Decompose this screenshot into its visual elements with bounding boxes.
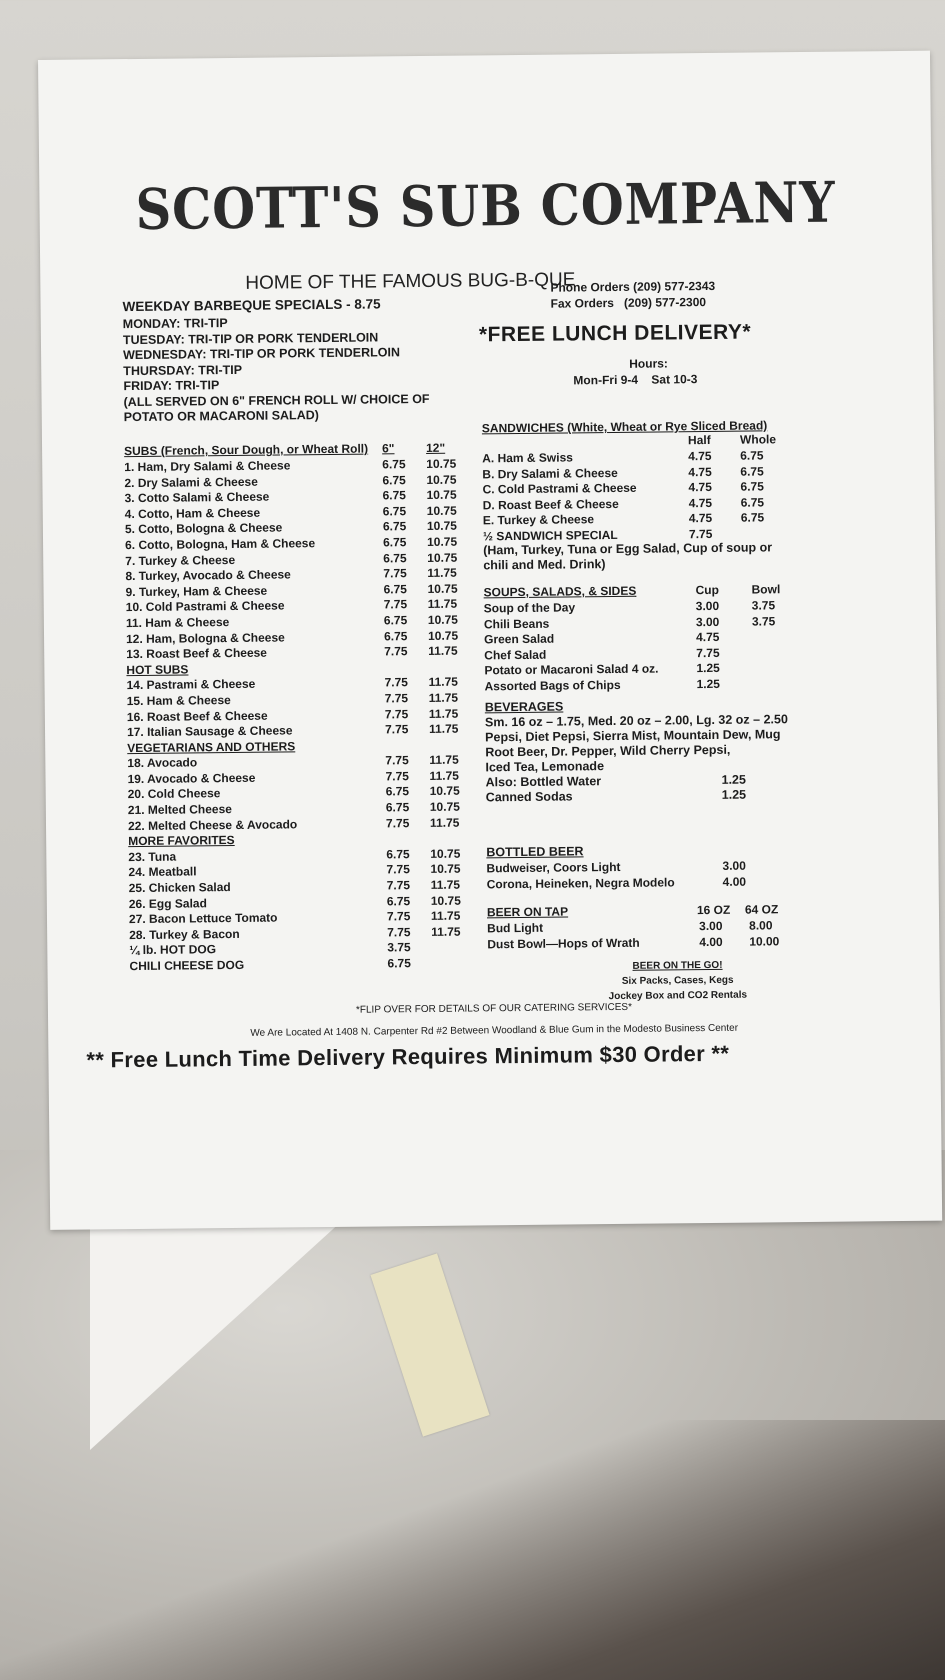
price-large: 10.75 bbox=[430, 893, 461, 908]
price-large: 10.75 bbox=[426, 487, 457, 503]
item-name: 7. Turkey & Cheese bbox=[125, 552, 236, 568]
special-day: WEDNESDAY: TRI-TIP OR PORK TENDERLOIN bbox=[123, 345, 401, 363]
price-small: 6.75 bbox=[382, 535, 407, 550]
item-name: 8. Turkey, Avocado & Cheese bbox=[125, 567, 291, 584]
menu-row bbox=[485, 676, 845, 695]
price-large: 6.75 bbox=[740, 448, 764, 463]
price-large: 10.75 bbox=[429, 799, 460, 814]
price-small: 6.75 bbox=[387, 956, 411, 971]
item-name: C. Cold Pastrami & Cheese bbox=[482, 480, 637, 497]
beer-name: Budweiser, Coors Light bbox=[486, 859, 621, 876]
price-small: 6.75 bbox=[382, 519, 407, 534]
price-small: 6.75 bbox=[385, 800, 410, 815]
item-name: 26. Egg Salad bbox=[128, 895, 207, 911]
price-large: 11.75 bbox=[427, 565, 457, 581]
bottled-water-price: 1.25 bbox=[721, 772, 746, 787]
price-small: 4.75 bbox=[688, 495, 713, 510]
price-small: 7.75 bbox=[386, 862, 410, 877]
price-large: 8.00 bbox=[749, 918, 773, 933]
item-name: Chef Salad bbox=[484, 647, 547, 663]
subs-list bbox=[124, 456, 499, 974]
item-name: 18. Avocado bbox=[127, 755, 198, 771]
price-small: 7.75 bbox=[387, 924, 411, 940]
soups-list bbox=[484, 598, 845, 695]
price-small: 1.25 bbox=[696, 661, 720, 676]
price-large: 11.75 bbox=[431, 924, 461, 939]
item-name: 10. Cold Pastrami & Cheese bbox=[125, 598, 285, 615]
sandwiches-col-half: Half bbox=[687, 432, 711, 448]
price-large: 6.75 bbox=[740, 495, 765, 510]
beer-name: Corona, Heineken, Negra Modelo bbox=[486, 874, 675, 891]
beverages-header: BEVERAGES bbox=[484, 699, 564, 715]
item-name: 2. Dry Salami & Cheese bbox=[124, 474, 258, 490]
item-name: 15. Ham & Cheese bbox=[126, 692, 231, 709]
price-large: 6.75 bbox=[740, 464, 764, 479]
price-large: 10.75 bbox=[427, 550, 458, 565]
item-name: Dust Bowl—Hops of Wrath bbox=[487, 935, 640, 951]
price-large: 10.75 bbox=[426, 519, 458, 534]
item-name: 24. Meatball bbox=[128, 864, 197, 880]
price-large: 10.75 bbox=[426, 503, 457, 518]
price-large: 6.75 bbox=[740, 479, 764, 494]
item-name: 11. Ham & Cheese bbox=[125, 614, 230, 631]
item-name: 27. Bacon Lettuce Tomato bbox=[128, 910, 278, 927]
item-name: 25. Chicken Salad bbox=[128, 880, 231, 896]
sandwich-special-note-2: chili and Med. Drink) bbox=[483, 557, 606, 573]
item-name: CHILI CHEESE DOG bbox=[129, 957, 245, 974]
price-small: 4.75 bbox=[688, 464, 712, 479]
price-small: 3.75 bbox=[387, 940, 411, 955]
item-name: 23. Tuna bbox=[128, 849, 177, 864]
subs-col-12: 12" bbox=[426, 440, 446, 455]
item-name: 3. Cotto Salami & Cheese bbox=[124, 489, 270, 506]
bottled-beer-header: BOTTLED BEER bbox=[486, 844, 584, 860]
beverages-line-3: Root Beer, Dr. Pepper, Wild Cherry Pepsi, bbox=[485, 742, 731, 760]
hours-value: Mon-Fri 9-4 Sat 10-3 bbox=[573, 372, 698, 388]
price-large: 10.75 bbox=[427, 628, 459, 643]
subs-col-6: 6" bbox=[382, 441, 395, 456]
price-large: 10.75 bbox=[429, 784, 460, 799]
item-name: 12. Ham, Bologna & Cheese bbox=[125, 629, 285, 646]
catering-note: *FLIP OVER FOR DETAILS OF OUR CATERING SERVICES* bbox=[355, 1001, 632, 1016]
price-small: 6.75 bbox=[382, 503, 407, 519]
price-large: 10.75 bbox=[427, 612, 458, 627]
price-small: 3.00 bbox=[699, 918, 723, 934]
price-large: 11.75 bbox=[428, 690, 459, 705]
price-small: 6.75 bbox=[382, 472, 406, 488]
section-header: HOT SUBS bbox=[126, 662, 189, 677]
price-large: 11.75 bbox=[429, 768, 459, 783]
price-small: 6.75 bbox=[383, 581, 407, 597]
price-small: 4.75 bbox=[688, 448, 712, 464]
item-name: B. Dry Salami & Cheese bbox=[482, 465, 618, 481]
item-name: ½ SANDWICH SPECIAL bbox=[482, 527, 618, 544]
price-large: 3.75 bbox=[751, 613, 776, 629]
price-small: 7.75 bbox=[384, 644, 408, 659]
soups-col-bowl: Bowl bbox=[751, 582, 781, 597]
special-day: THURSDAY: TRI-TIP bbox=[123, 362, 243, 378]
free-delivery-banner: *FREE LUNCH DELIVERY* bbox=[478, 320, 752, 347]
tagline: HOME OF THE FAMOUS BUG-B-QUE bbox=[245, 269, 576, 294]
sandwiches-list bbox=[482, 448, 843, 545]
item-name: 21. Melted Cheese bbox=[127, 802, 232, 818]
price-large: 11.75 bbox=[428, 643, 458, 659]
price-large: 11.75 bbox=[428, 674, 458, 690]
price-small: 6.75 bbox=[385, 784, 410, 799]
price-small: 6.75 bbox=[383, 628, 408, 643]
price-small: 7.75 bbox=[384, 706, 409, 721]
soups-header-row bbox=[483, 582, 844, 600]
price-large: 11.75 bbox=[430, 908, 461, 924]
price-large: 10.75 bbox=[430, 846, 461, 861]
section-header: VEGETARIANS AND OTHERS bbox=[127, 739, 296, 755]
price-small: 3.00 bbox=[695, 598, 720, 614]
beverages-line-4: Iced Tea, Lemonade bbox=[485, 759, 605, 775]
item-name: 4. Cotto, Ham & Cheese bbox=[124, 505, 261, 521]
beer-go-title: BEER ON THE GO! bbox=[632, 959, 723, 972]
dark-fabric-background bbox=[0, 1420, 945, 1680]
specials-title: WEEKDAY BARBEQUE SPECIALS - 8.75 bbox=[122, 296, 381, 315]
price-large: 10.75 bbox=[426, 472, 457, 487]
beer-row bbox=[487, 873, 847, 892]
special-day: FRIDAY: TRI-TIP bbox=[123, 378, 220, 394]
item-name: Soup of the Day bbox=[483, 600, 576, 616]
special-day: POTATO OR MACARONI SALAD) bbox=[123, 408, 319, 425]
price-small: 6.75 bbox=[386, 893, 411, 909]
beer-tap-header: BEER ON TAP bbox=[486, 904, 569, 920]
item-name: ¼ lb. HOT DOG bbox=[129, 942, 217, 958]
price-small: 3.00 bbox=[695, 614, 720, 629]
item-name: 13. Roast Beef & Cheese bbox=[126, 645, 268, 662]
price-small: 7.75 bbox=[385, 815, 410, 831]
item-name: 6. Cotto, Bologna, Ham & Cheese bbox=[125, 536, 316, 553]
beer-tap-col-64: 64 OZ bbox=[744, 902, 779, 917]
sandwiches-col-whole: Whole bbox=[739, 432, 777, 447]
specials-list bbox=[123, 314, 430, 426]
item-name: 14. Pastrami & Cheese bbox=[126, 677, 256, 693]
beer-tap-list bbox=[487, 918, 847, 953]
brand-title: SCOTT'S SUB COMPANY bbox=[135, 169, 836, 243]
price-small: 6.75 bbox=[382, 457, 406, 472]
price-small: 6.75 bbox=[386, 846, 410, 862]
price-large: 10.75 bbox=[430, 862, 461, 877]
item-name: 1. Ham, Dry Salami & Cheese bbox=[124, 458, 291, 475]
item-name: 17. Italian Sausage & Cheese bbox=[126, 723, 293, 740]
price-small: 7.75 bbox=[385, 753, 409, 768]
minimum-order-note: ** Free Lunch Time Delivery Requires Minimum $30 Order ** bbox=[86, 1040, 730, 1073]
item-name: 22. Melted Cheese & Avocado bbox=[127, 816, 298, 833]
bottled-beer-list bbox=[486, 858, 846, 893]
fax-orders: Fax Orders (209) 577-2300 bbox=[550, 295, 707, 311]
item-name: A. Ham & Swiss bbox=[482, 450, 573, 466]
price-small: 7.75 bbox=[384, 722, 409, 737]
price-large: 10.75 bbox=[426, 534, 458, 549]
price-small: 4.75 bbox=[688, 511, 713, 526]
price-large: 11.75 bbox=[427, 596, 458, 612]
price-small: 6.75 bbox=[382, 488, 407, 503]
section-header: MORE FAVORITES bbox=[128, 833, 235, 849]
canned-sodas-price: 1.25 bbox=[721, 787, 747, 802]
price-small: 4.00 bbox=[699, 934, 723, 949]
beer-price: 4.00 bbox=[722, 874, 747, 889]
soups-col-cup: Cup bbox=[695, 582, 719, 598]
menu-sheet bbox=[38, 51, 942, 1230]
price-large: 3.75 bbox=[751, 598, 776, 613]
special-day: (ALL SERVED ON 6" FRENCH ROLL W/ CHOICE OF bbox=[123, 391, 430, 409]
subs-header: SUBS (French, Sour Dough, or Wheat Roll) bbox=[124, 441, 369, 459]
menu-row bbox=[487, 933, 847, 952]
price-small: 4.75 bbox=[696, 630, 720, 645]
price-large: 10.00 bbox=[749, 933, 780, 949]
price-small: 7.75 bbox=[696, 645, 720, 660]
price-small: 6.75 bbox=[383, 550, 407, 565]
hours-label: Hours: bbox=[629, 356, 668, 371]
beverages-sizes: Sm. 16 oz – 1.75, Med. 20 oz – 2.00, Lg. 32 oz – 2.50 bbox=[484, 712, 788, 730]
item-name: Potato or Macaroni Salad 4 oz. bbox=[484, 661, 659, 678]
price-large: 10.75 bbox=[426, 456, 457, 471]
menu-row bbox=[129, 955, 499, 974]
canned-sodas: Canned Sodas bbox=[485, 789, 573, 805]
location-note: We Are Located At 1408 N. Carpenter Rd #2 Between Woodland & Blue Gum in the Modesto Business Center bbox=[250, 1022, 739, 1039]
price-small: 7.75 bbox=[383, 566, 407, 581]
item-name: 5. Cotto, Bologna & Cheese bbox=[124, 520, 283, 537]
price-large: 11.75 bbox=[428, 706, 459, 721]
beer-on-the-go bbox=[607, 958, 747, 1004]
price-small: 7.75 bbox=[386, 909, 411, 924]
item-name: 9. Turkey, Ham & Cheese bbox=[125, 583, 268, 599]
price-small: 7.75 bbox=[385, 769, 409, 784]
beer-go-line-2: Jockey Box and CO2 Rentals bbox=[608, 989, 748, 1003]
price-large: 11.75 bbox=[429, 752, 459, 768]
item-name: 20. Cold Cheese bbox=[127, 786, 221, 802]
phone-orders: Phone Orders (209) 577-2343 bbox=[550, 278, 716, 295]
price-small: 7.75 bbox=[384, 675, 408, 690]
bottled-water: Also: Bottled Water bbox=[485, 774, 602, 790]
special-day: TUESDAY: TRI-TIP OR PORK TENDERLOIN bbox=[122, 329, 379, 347]
price-small: 4.75 bbox=[688, 480, 712, 495]
item-name: 28. Turkey & Bacon bbox=[129, 926, 240, 942]
price-small: 7.75 bbox=[386, 878, 411, 893]
price-large: 11.75 bbox=[430, 877, 461, 892]
beer-tap-col-16: 16 OZ bbox=[696, 902, 731, 918]
price-small: 6.75 bbox=[383, 613, 408, 628]
beverages-line-2: Pepsi, Diet Pepsi, Sierra Mist, Mountain Dew, Mug bbox=[485, 727, 781, 745]
item-name: Bud Light bbox=[487, 920, 544, 936]
item-name: Assorted Bags of Chips bbox=[484, 677, 621, 694]
item-name: 19. Avocado & Cheese bbox=[127, 770, 256, 786]
price-large: 11.75 bbox=[428, 721, 459, 737]
price-small: 7.75 bbox=[384, 691, 409, 706]
price-small: 7.75 bbox=[688, 526, 713, 542]
price-small: 1.25 bbox=[696, 676, 721, 692]
item-name: Chili Beans bbox=[483, 616, 550, 631]
price-large: 11.75 bbox=[429, 815, 460, 830]
special-day: MONDAY: TRI-TIP bbox=[122, 316, 228, 332]
item-name: D. Roast Beef & Cheese bbox=[482, 496, 619, 513]
soups-header: SOUPS, SALADS, & SIDES bbox=[483, 583, 637, 600]
beer-go-line-1: Six Packs, Cases, Kegs bbox=[621, 974, 734, 987]
item-name: Green Salad bbox=[484, 631, 555, 647]
item-name: 16. Roast Beef & Cheese bbox=[126, 708, 268, 724]
price-large: 10.75 bbox=[427, 581, 458, 596]
beer-price: 3.00 bbox=[722, 858, 746, 873]
price-small: 7.75 bbox=[383, 597, 408, 612]
item-name: E. Turkey & Cheese bbox=[482, 512, 595, 528]
sandwich-special-note-1: (Ham, Turkey, Tuna or Egg Salad, Cup of soup or bbox=[483, 540, 773, 558]
sandwiches-header: SANDWICHES (White, Wheat or Rye Sliced Bread) bbox=[481, 418, 768, 436]
beer-tap-header-row bbox=[486, 902, 847, 920]
sandwiches-header-row bbox=[481, 418, 842, 448]
price-large: 6.75 bbox=[740, 510, 765, 526]
